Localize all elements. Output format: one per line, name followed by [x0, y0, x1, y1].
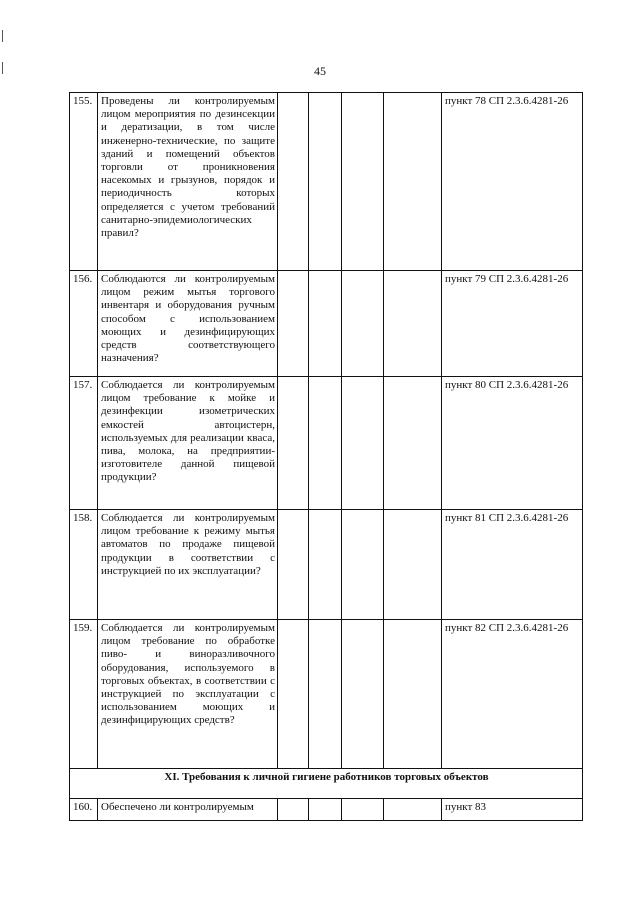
answer-na-cell: [342, 377, 384, 510]
answer-na-cell: [342, 620, 384, 769]
comment-cell: [384, 377, 442, 510]
table-row: [70, 799, 583, 821]
row-reference: пункт 81 СП 2.3.6.4281-26: [442, 510, 583, 620]
comment-cell: [384, 93, 442, 271]
row-number: 157.: [70, 377, 98, 510]
answer-no-cell: [309, 271, 342, 377]
row-question: Соблюдаются ли контролируемым лицом режим мытья торгового инвентаря и оборудования ручным способом с использованием моющих и дезинфицирующих средств соответствующего назначения?: [98, 271, 278, 377]
section-heading: XI. Требования к личной гигиене работников торговых объектов: [70, 769, 583, 799]
row-reference: пункт 80 СП 2.3.6.4281-26: [442, 377, 583, 510]
table-row: [70, 377, 583, 510]
page-number: 45: [314, 64, 326, 78]
answer-na-cell: [342, 799, 384, 821]
answer-no-cell: [309, 799, 342, 821]
row-number: 160.: [70, 799, 98, 821]
row-number: 158.: [70, 510, 98, 620]
comment-cell: [384, 799, 442, 821]
answer-yes-cell: [278, 377, 309, 510]
answer-no-cell: [309, 93, 342, 271]
comment-cell: [384, 620, 442, 769]
answer-yes-cell: [278, 620, 309, 769]
answer-na-cell: [342, 510, 384, 620]
answer-no-cell: [309, 377, 342, 510]
row-number: 156.: [70, 271, 98, 377]
answer-yes-cell: [278, 271, 309, 377]
answer-yes-cell: [278, 510, 309, 620]
section-row: [70, 769, 583, 799]
row-question: Соблюдается ли контролируемым лицом требование по обработке пиво- и виноразливочного оборудования, используемого в торговых объектах, в соответствии с инструкцией по эксплуатации с использованием моющих и дезинфицирующих средств?: [98, 620, 278, 769]
answer-no-cell: [309, 510, 342, 620]
margin-mark-top: [2, 30, 3, 42]
answer-yes-cell: [278, 93, 309, 271]
table-row: [70, 510, 583, 620]
row-number: 159.: [70, 620, 98, 769]
comment-cell: [384, 510, 442, 620]
row-reference: пункт 83: [442, 799, 583, 821]
answer-na-cell: [342, 93, 384, 271]
row-reference: пункт 78 СП 2.3.6.4281-26: [442, 93, 583, 271]
table-row: [70, 93, 583, 271]
row-question: Соблюдается ли контролируемым лицом требование к мойке и дезинфекции изометрических емкостей автоцистерн, используемых для реализации кваса, пива, молока, на предприятии- изготовителе данной пищевой продукции?: [98, 377, 278, 510]
answer-yes-cell: [278, 799, 309, 821]
answer-no-cell: [309, 620, 342, 769]
table-row: [70, 620, 583, 769]
row-question: Соблюдается ли контролируемым лицом требование к режиму мытья автоматов по продаже пищевой продукции в соответствии с инструкцией по их эксплуатации?: [98, 510, 278, 620]
row-reference: пункт 79 СП 2.3.6.4281-26: [442, 271, 583, 377]
row-reference: пункт 82 СП 2.3.6.4281-26: [442, 620, 583, 769]
row-number: 155.: [70, 93, 98, 271]
row-question: Проведены ли контролируемым лицом мероприятия по дезинсекции и дератизации, в том числе инженерно-технические, по защите зданий и помещений объектов торговли от проникновения насекомых и грызунов, порядок и периодичность которых определяется с учетом требований санитарно-эпидемиологических правил?: [98, 93, 278, 271]
checklist-table: [69, 92, 583, 821]
table-row: [70, 271, 583, 377]
row-question: Обеспечено ли контролируемым: [98, 799, 278, 821]
comment-cell: [384, 271, 442, 377]
answer-na-cell: [342, 271, 384, 377]
